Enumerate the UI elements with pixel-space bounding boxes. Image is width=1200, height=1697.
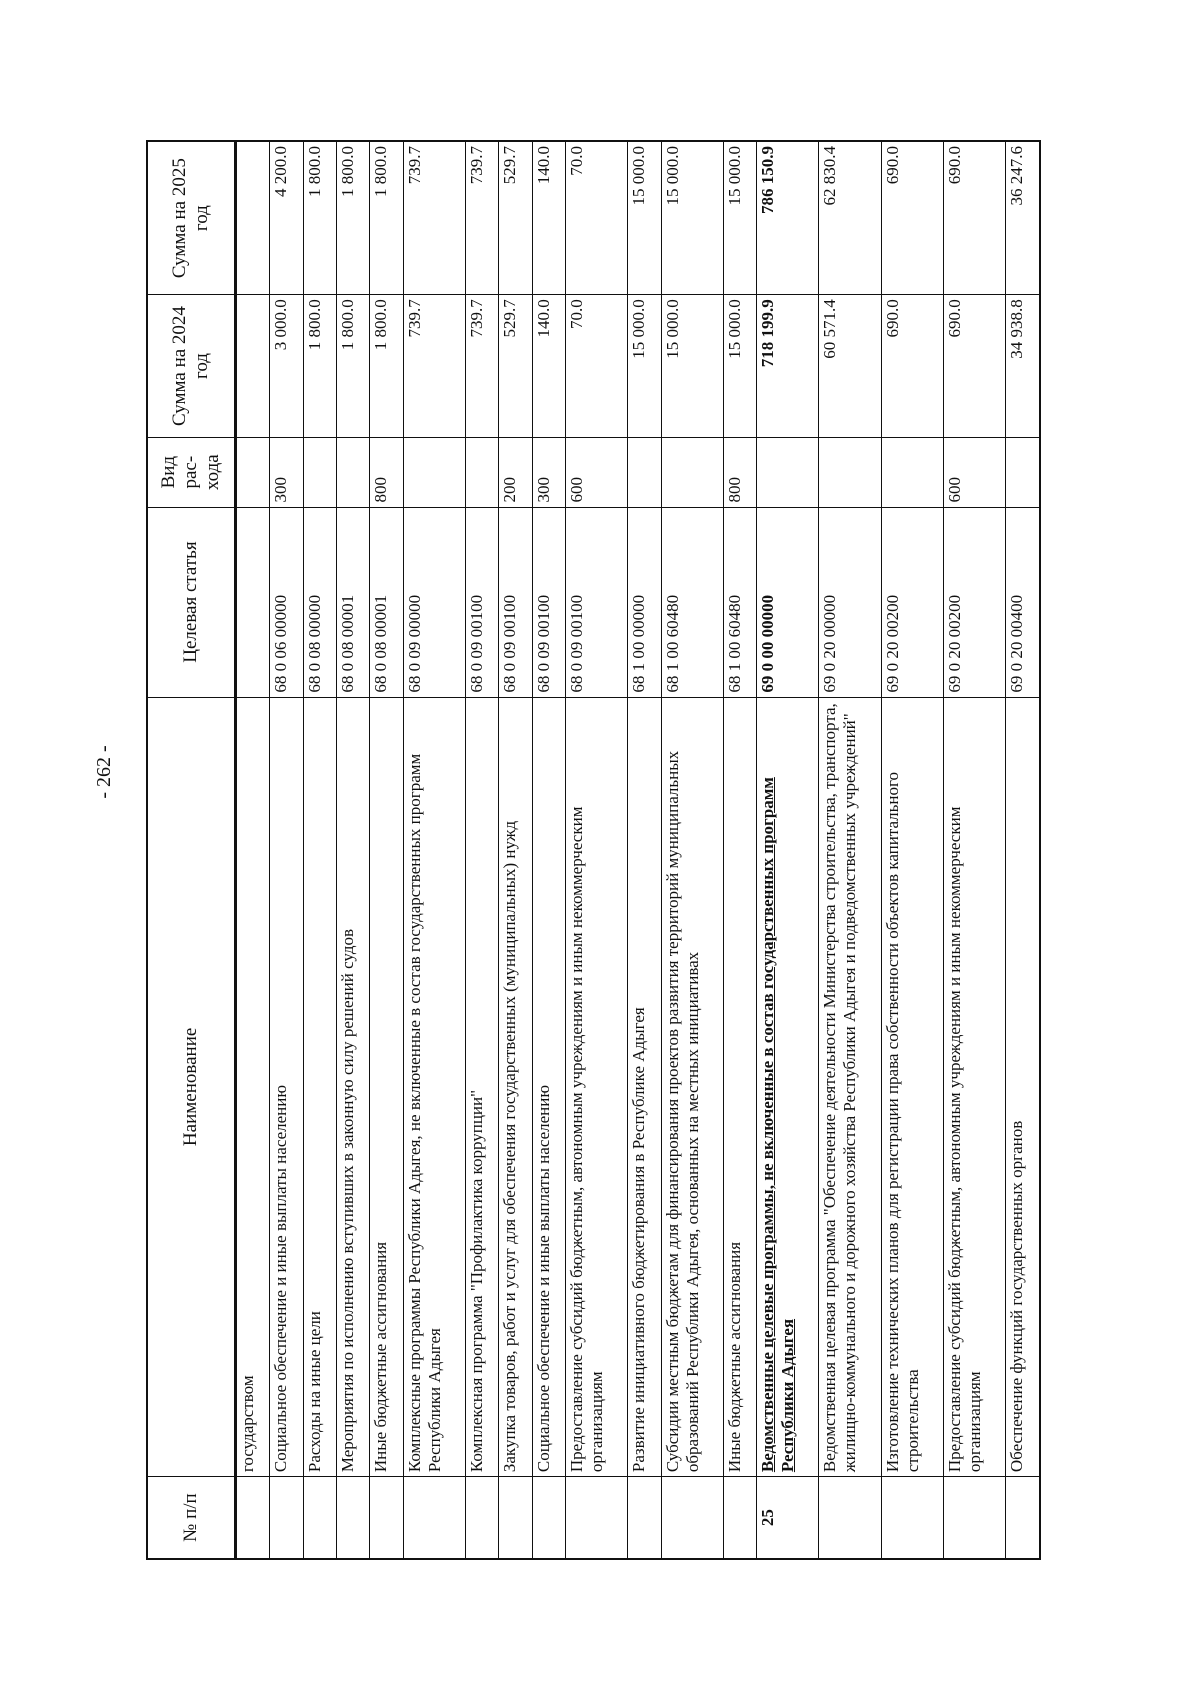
budget-table-container	[146, 140, 1041, 1560]
row-sum-2024: 739.7	[465, 295, 498, 438]
row-expense-type	[819, 437, 881, 507]
row-number	[723, 1477, 756, 1559]
row-expense-type	[1006, 437, 1040, 507]
table-row	[628, 141, 661, 1559]
header-name: Наименование	[147, 697, 235, 1477]
row-name: государством	[235, 697, 270, 1477]
table-row	[944, 141, 1006, 1559]
row-target-code: 68 1 00 60480	[723, 507, 756, 697]
row-sum-2025: 15 000.0	[723, 141, 756, 295]
row-expense-type	[881, 437, 943, 507]
header-num: № п/п	[147, 1477, 235, 1559]
row-name: Ведомственные целевые программы, не включенные в состав государственных программ Республики Адыгея	[757, 697, 819, 1477]
row-expense-type	[235, 437, 270, 507]
table-row	[757, 141, 819, 1559]
row-sum-2025: 36 247.6	[1006, 141, 1040, 295]
row-target-code: 68 0 09 00100	[565, 507, 627, 697]
row-number	[403, 1477, 465, 1559]
row-sum-2025: 690.0	[881, 141, 943, 295]
table-header-row	[147, 141, 235, 1559]
row-name: Обеспечение функций государственных органов	[1006, 697, 1040, 1477]
table-body	[235, 141, 1040, 1559]
row-expense-type	[336, 437, 369, 507]
row-number	[819, 1477, 881, 1559]
table-row	[403, 141, 465, 1559]
row-target-code: 68 0 09 00100	[532, 507, 565, 697]
row-target-code: 68 0 09 00100	[499, 507, 532, 697]
row-name: Социальное обеспечение и иные выплаты населению	[532, 697, 565, 1477]
table-row	[1006, 141, 1040, 1559]
row-number	[881, 1477, 943, 1559]
row-sum-2024: 1 800.0	[303, 295, 336, 438]
row-name: Социальное обеспечение и иные выплаты населению	[270, 697, 303, 1477]
table-row	[270, 141, 303, 1559]
row-sum-2024: 15 000.0	[661, 295, 723, 438]
row-expense-type	[661, 437, 723, 507]
row-sum-2025: 1 800.0	[336, 141, 369, 295]
row-number	[235, 1477, 270, 1559]
row-sum-2024: 15 000.0	[628, 295, 661, 438]
row-target-code: 68 0 08 00000	[303, 507, 336, 697]
row-name: Комплексные программы Республики Адыгея, не включенные в состав государственных программ Республики Адыгея	[403, 697, 465, 1477]
table-row	[661, 141, 723, 1559]
row-number	[336, 1477, 369, 1559]
row-sum-2025: 4 200.0	[270, 141, 303, 295]
row-sum-2025: 739.7	[465, 141, 498, 295]
row-name: Иные бюджетные ассигнования	[370, 697, 403, 1477]
row-sum-2024: 690.0	[944, 295, 1006, 438]
row-sum-2024: 739.7	[403, 295, 465, 438]
row-number	[565, 1477, 627, 1559]
row-expense-type: 600	[944, 437, 1006, 507]
table-row	[370, 141, 403, 1559]
row-sum-2025: 1 800.0	[370, 141, 403, 295]
row-expense-type	[628, 437, 661, 507]
row-sum-2025: 15 000.0	[628, 141, 661, 295]
table-row	[723, 141, 756, 1559]
row-name: Изготовление технических планов для регистрации права собственности объектов капитального строительства	[881, 697, 943, 1477]
row-target-code: 68 0 09 00100	[465, 507, 498, 697]
table-row	[499, 141, 532, 1559]
row-sum-2024: 3 000.0	[270, 295, 303, 438]
row-name: Предоставление субсидий бюджетным, автономным учреждениям и иным некоммерческим организациям	[944, 697, 1006, 1477]
row-number	[1006, 1477, 1040, 1559]
table-row	[565, 141, 627, 1559]
table-row	[532, 141, 565, 1559]
row-name: Иные бюджетные ассигнования	[723, 697, 756, 1477]
row-number	[303, 1477, 336, 1559]
row-target-code: 68 0 09 00000	[403, 507, 465, 697]
row-expense-type	[465, 437, 498, 507]
row-name: Мероприятия по исполнению вступивших в законную силу решений судов	[336, 697, 369, 1477]
row-sum-2024: 60 571.4	[819, 295, 881, 438]
row-name: Ведомственная целевая программа "Обеспечение деятельности Министерства строительства, транспорта, жилищно-коммунального и дорожного хозяйства Республики Адыгея и подведомственных учреждений"	[819, 697, 881, 1477]
row-expense-type: 200	[499, 437, 532, 507]
row-sum-2024: 34 938.8	[1006, 295, 1040, 438]
row-sum-2024: 1 800.0	[336, 295, 369, 438]
row-expense-type	[403, 437, 465, 507]
row-target-code	[235, 507, 270, 697]
row-number	[370, 1477, 403, 1559]
row-name: Комплексная программа "Профилактика коррупции"	[465, 697, 498, 1477]
table-row	[881, 141, 943, 1559]
row-target-code: 68 0 08 00001	[336, 507, 369, 697]
row-sum-2025: 529.7	[499, 141, 532, 295]
budget-table	[146, 140, 1041, 1560]
row-name: Предоставление субсидий бюджетным, автономным учреждениям и иным некоммерческим организациям	[565, 697, 627, 1477]
row-sum-2024	[235, 295, 270, 438]
row-name: Субсидии местным бюджетам для финансирования проектов развития территорий муниципальных образований Республики Адыгея, основанных на местных инициативах	[661, 697, 723, 1477]
row-number: 25	[757, 1477, 819, 1559]
row-sum-2024: 70.0	[565, 295, 627, 438]
row-number	[628, 1477, 661, 1559]
row-sum-2025	[235, 141, 270, 295]
row-sum-2025: 1 800.0	[303, 141, 336, 295]
row-expense-type: 300	[270, 437, 303, 507]
row-sum-2024: 140.0	[532, 295, 565, 438]
row-sum-2025: 140.0	[532, 141, 565, 295]
row-target-code: 68 0 06 00000	[270, 507, 303, 697]
row-sum-2025: 690.0	[944, 141, 1006, 295]
row-number	[499, 1477, 532, 1559]
row-sum-2024: 1 800.0	[370, 295, 403, 438]
row-number	[465, 1477, 498, 1559]
row-expense-type	[303, 437, 336, 507]
row-number	[532, 1477, 565, 1559]
row-target-code: 68 1 00 60480	[661, 507, 723, 697]
row-target-code: 68 0 08 00001	[370, 507, 403, 697]
row-sum-2025: 70.0	[565, 141, 627, 295]
table-row	[465, 141, 498, 1559]
row-sum-2025: 739.7	[403, 141, 465, 295]
table-row	[336, 141, 369, 1559]
header-sum-2025: Сумма на 2025 год	[147, 141, 235, 295]
row-target-code: 69 0 20 00000	[819, 507, 881, 697]
row-expense-type	[757, 437, 819, 507]
row-target-code: 69 0 20 00400	[1006, 507, 1040, 697]
row-target-code: 69 0 20 00200	[881, 507, 943, 697]
row-number	[661, 1477, 723, 1559]
header-vid: Вид рас-хода	[147, 437, 235, 507]
row-target-code: 69 0 20 00200	[944, 507, 1006, 697]
row-name: Развитие инициативного бюджетирования в Республике Адыгея	[628, 697, 661, 1477]
row-target-code: 68 1 00 00000	[628, 507, 661, 697]
row-expense-type: 800	[723, 437, 756, 507]
row-number	[944, 1477, 1006, 1559]
row-sum-2025: 786 150.9	[757, 141, 819, 295]
row-expense-type: 600	[565, 437, 627, 507]
row-target-code: 69 0 00 00000	[757, 507, 819, 697]
table-row	[303, 141, 336, 1559]
row-sum-2024: 529.7	[499, 295, 532, 438]
table-row	[235, 141, 270, 1559]
row-expense-type: 800	[370, 437, 403, 507]
row-sum-2024: 690.0	[881, 295, 943, 438]
row-sum-2024: 15 000.0	[723, 295, 756, 438]
row-name: Расходы на иные цели	[303, 697, 336, 1477]
row-sum-2025: 62 830.4	[819, 141, 881, 295]
row-sum-2024: 718 199.9	[757, 295, 819, 438]
row-number	[270, 1477, 303, 1559]
header-sum-2024: Сумма на 2024 год	[147, 295, 235, 438]
table-row	[819, 141, 881, 1559]
row-sum-2025: 15 000.0	[661, 141, 723, 295]
header-code: Целевая статья	[147, 507, 235, 697]
row-expense-type: 300	[532, 437, 565, 507]
page-number: - 262 -	[93, 745, 115, 799]
row-name: Закупка товаров, работ и услуг для обеспечения государственных (муниципальных) нужд	[499, 697, 532, 1477]
